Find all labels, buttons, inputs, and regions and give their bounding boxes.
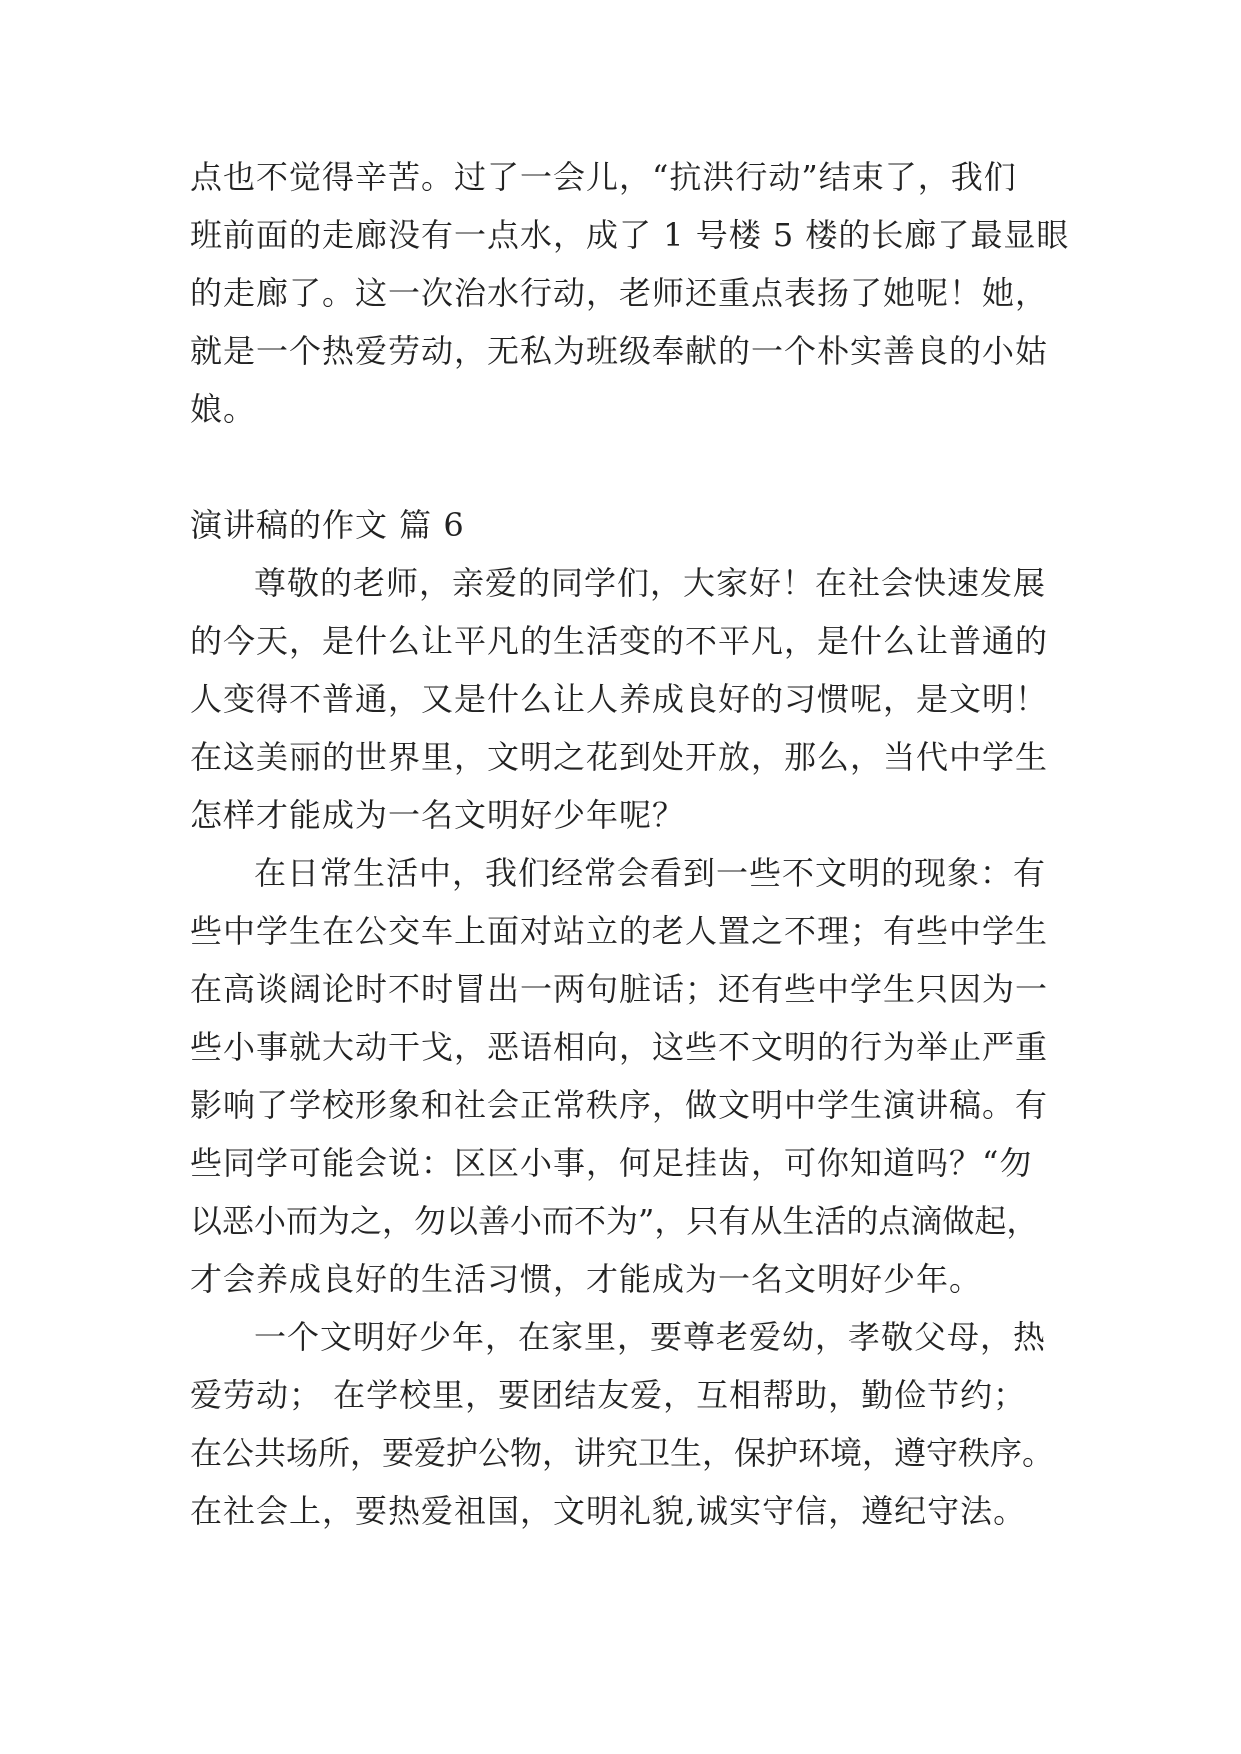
text-line: 人变得不普通，又是什么让人养成良好的习惯呢，是文明！: [190, 680, 1049, 718]
text-line: 一个文明好少年，在家里，要尊老爱幼，孝敬父母，热: [254, 1318, 1047, 1356]
text-line: 的走廊了。这一次治水行动，老师还重点表扬了她呢！她，: [190, 274, 1049, 312]
text-line: 影响了学校形象和社会正常秩序，做文明中学生演讲稿。有: [190, 1086, 1049, 1124]
text-line: 在高谈阔论时不时冒出一两句脏话；还有些中学生只因为一: [190, 970, 1049, 1008]
blank-line: [190, 438, 1070, 496]
text-line: 些同学可能会说：区区小事，何足挂齿，可你知道吗？“勿: [190, 1144, 1033, 1182]
section-title: 演讲稿的作文 篇 6: [190, 506, 465, 544]
text-line: 才会养成良好的生活习惯，才能成为一名文明好少年。: [190, 1260, 983, 1298]
text-line: 就是一个热爱劳动，无私为班级奉献的一个朴实善良的小姑: [190, 332, 1049, 370]
text-line: 以恶小而为之，勿以善小而不为”，只有从生活的点滴做起，: [190, 1202, 1039, 1240]
paragraph-3: [190, 1308, 1070, 1540]
text-line: 在社会上，要热爱祖国，文明礼貌,诚实守信，遵纪守法。: [190, 1492, 1027, 1530]
text-line: 些中学生在公交车上面对站立的老人置之不理；有些中学生: [190, 912, 1049, 950]
text-line: 点也不觉得辛苦。过了一会儿，“抗洪行动”结束了，我们: [190, 158, 1017, 196]
text-line: 怎样才能成为一名文明好少年呢？: [190, 796, 686, 834]
text-line: 在这美丽的世界里，文明之花到处开放，那么，当代中学生: [190, 738, 1049, 776]
text-line: 爱劳动； 在学校里，要团结友爱，互相帮助，勤俭节约；: [190, 1376, 1027, 1414]
paragraph-1: [190, 554, 1070, 844]
document-page: [190, 148, 1070, 1540]
text-line: 尊敬的老师，亲爱的同学们，大家好！在社会快速发展: [254, 564, 1047, 602]
continued-paragraph: [190, 148, 1070, 438]
paragraph-2: [190, 844, 1070, 1308]
text-line: 在公共场所，要爱护公物，讲究卫生，保护环境，遵守秩序。: [190, 1434, 1055, 1472]
text-line: 娘。: [190, 390, 257, 428]
text-line: 班前面的走廊没有一点水，成了 1 号楼 5 楼的长廊了最显眼: [190, 216, 1070, 254]
text-line: 的今天，是什么让平凡的生活变的不平凡，是什么让普通的: [190, 622, 1049, 660]
text-line: 在日常生活中，我们经常会看到一些不文明的现象：有: [254, 854, 1047, 892]
text-line: 些小事就大动干戈，恶语相向，这些不文明的行为举止严重: [190, 1028, 1049, 1066]
